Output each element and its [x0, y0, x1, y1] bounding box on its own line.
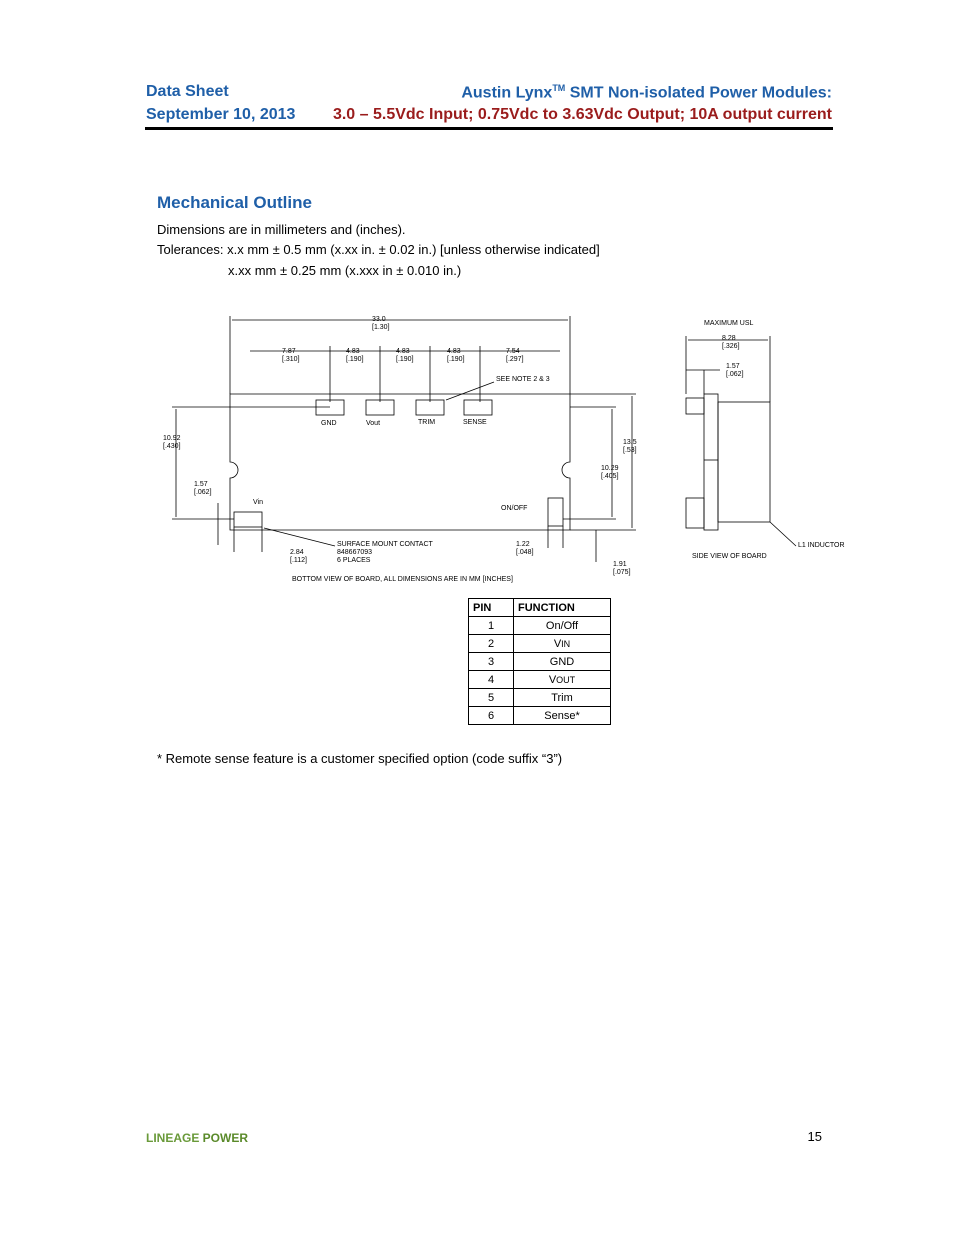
- pin-number: 4: [469, 671, 514, 689]
- side-d2-in: [.062]: [726, 371, 744, 378]
- pin-number: 2: [469, 635, 514, 653]
- side-caption: SIDE VIEW OF BOARD: [692, 553, 767, 560]
- mechanical-drawing: [0, 0, 954, 600]
- dim-b3: 1.91: [613, 561, 627, 568]
- table-row: [469, 689, 611, 707]
- dim-h2-in: [.062]: [194, 489, 212, 496]
- pin-function-text: Trim: [551, 691, 573, 704]
- tolerances-line2: x.xx mm ± 0.25 mm (x.xxx in ± 0.010 in.): [228, 263, 462, 278]
- footer-brand-power: POWER: [199, 1131, 249, 1145]
- pad-vout-label: Vout: [366, 420, 381, 427]
- side-d1-in: [.326]: [722, 343, 740, 350]
- pin-function: [514, 617, 611, 635]
- side-d1: 8.28: [722, 335, 736, 342]
- pad-onoff-label: ON/OFF: [501, 505, 528, 512]
- pin-number: 5: [469, 689, 514, 707]
- surface-mount-2: 848667093: [337, 549, 373, 556]
- table-row: [469, 707, 611, 725]
- trademark: TM: [552, 83, 566, 93]
- table-header-row: [469, 599, 611, 617]
- dim-total: 33.0: [372, 316, 386, 323]
- dim-b1: 2.84: [290, 549, 304, 556]
- pin-function-table: [468, 598, 611, 725]
- dim-b: 4.83: [346, 348, 360, 355]
- dim-c-in: [.190]: [396, 356, 414, 363]
- pin-function: [514, 689, 611, 707]
- dim-b2-in: [.048]: [516, 549, 534, 556]
- dim-h2: 1.57: [194, 481, 208, 488]
- section-title: Mechanical Outline: [157, 193, 312, 212]
- header-specs: 3.0 – 5.5Vdc Input; 0.75Vdc to 3.63Vdc Output; 10A output current: [332, 106, 832, 123]
- dim-d-in: [.190]: [447, 356, 465, 363]
- pin-function-sub: IN: [561, 638, 571, 649]
- dim-b1-in: [.112]: [290, 557, 307, 564]
- pad-trim-label: TRIM: [418, 419, 436, 426]
- table-row: [469, 653, 611, 671]
- dim-b3-in: [.075]: [613, 569, 631, 576]
- dim-h1: 10.92: [163, 435, 181, 442]
- header-date: September 10, 2013: [146, 106, 296, 123]
- pin-function-text: Sense*: [544, 709, 580, 722]
- tolerances-line1: Tolerances: x.x mm ± 0.5 mm (x.xx in. ± 0.02 in.) [unless otherwise indicated]: [157, 242, 600, 257]
- bottom-caption: BOTTOM VIEW OF BOARD, ALL DIMENSIONS ARE IN MM [INCHES]: [292, 576, 513, 583]
- table-row: [469, 617, 611, 635]
- pin-function-sub: OUT: [556, 674, 576, 685]
- header-doc-type: Data Sheet: [146, 83, 229, 100]
- dim-e: 7.54: [506, 348, 520, 355]
- dim-d: 4.83: [447, 348, 461, 355]
- dim-h1-in: [.430]: [163, 443, 181, 450]
- dim-a: 7.87: [282, 348, 296, 355]
- dim-r1: 13.5: [623, 439, 637, 446]
- pad-gnd-label: GND: [321, 420, 337, 427]
- dim-e-in: [.297]: [506, 356, 524, 363]
- dim-r1-in: [.53]: [623, 447, 637, 454]
- pin-number: 1: [469, 617, 514, 635]
- side-d2: 1.57: [726, 363, 740, 370]
- dim-b-in: [.190]: [346, 356, 364, 363]
- pin-function-text: On/Off: [545, 619, 579, 632]
- pad-vin-label: Vin: [253, 499, 263, 506]
- footer-brand-lineage: LINEAGE: [146, 1131, 200, 1145]
- dim-total-in: [1.30]: [372, 324, 390, 331]
- dim-c: 4.83: [396, 348, 410, 355]
- l1-inductor: L1 INDUCTOR: [798, 542, 845, 549]
- max-usl: MAXIMUM USL: [704, 320, 754, 327]
- surface-mount-3: 6 PLACES: [337, 557, 371, 564]
- pin-function: [514, 635, 611, 653]
- pin-function-text: GND: [549, 655, 575, 668]
- pin-number: 3: [469, 653, 514, 671]
- page-number: 15: [807, 1129, 822, 1144]
- dim-b2: 1.22: [516, 541, 530, 548]
- col-function: FUNCTION: [514, 599, 611, 617]
- table-row: [469, 635, 611, 653]
- pin-function: [514, 707, 611, 725]
- dim-a-in: [.310]: [282, 356, 300, 363]
- col-pin: PIN: [469, 599, 514, 617]
- product-subtitle: SMT Non-isolated Power Modules:: [565, 84, 832, 102]
- product-name: Austin Lynx: [461, 84, 553, 102]
- table-row: [469, 671, 611, 689]
- surface-mount-1: SURFACE MOUNT CONTACT: [337, 541, 433, 548]
- dimensions-note: Dimensions are in millimeters and (inches).: [157, 222, 406, 237]
- pin-function: [514, 653, 611, 671]
- footer-brand: [146, 1129, 248, 1147]
- dim-r2: 10.29: [601, 465, 619, 472]
- footnote: * Remote sense feature is a customer specified option (code suffix “3”): [157, 751, 563, 766]
- see-note: SEE NOTE 2 & 3: [496, 376, 550, 383]
- pin-function-text: V: [553, 637, 562, 650]
- dim-r2-in: [.405]: [601, 473, 619, 480]
- pin-number: 6: [469, 707, 514, 725]
- pin-function-text: V: [548, 673, 557, 686]
- pad-sense-label: SENSE: [463, 419, 487, 426]
- pin-function: [514, 671, 611, 689]
